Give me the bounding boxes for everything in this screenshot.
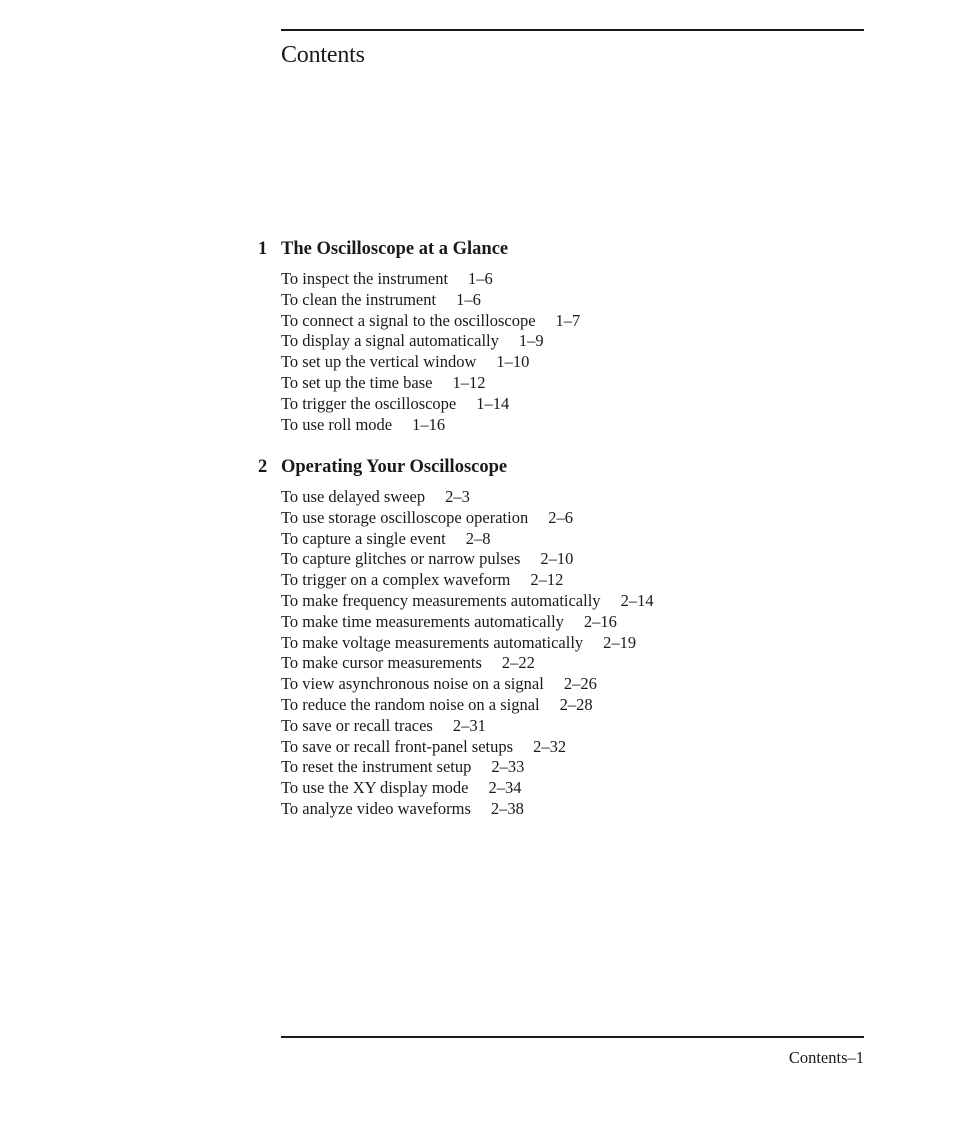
toc-entry-title: To use storage oscilloscope operation [281, 507, 529, 527]
toc-entry-title: To use roll mode [281, 414, 393, 434]
toc-entry[interactable] [281, 737, 878, 758]
toc-entry[interactable] [281, 311, 878, 332]
toc-entry-title: To trigger the oscilloscope [281, 393, 457, 413]
toc-entry[interactable] [281, 778, 878, 799]
toc-entry[interactable] [281, 373, 878, 394]
toc-entry[interactable] [281, 549, 878, 570]
section-title: The Oscilloscope at a Glance [281, 239, 509, 259]
toc-entry-title: To make cursor measurements [281, 653, 482, 673]
toc-entry-page: 2–32 [533, 736, 567, 756]
toc-entry[interactable] [281, 570, 878, 591]
toc-entry-title: To view asynchronous noise on a signal [281, 674, 544, 694]
toc-entry-title: To make frequency measurements automatically [281, 590, 601, 610]
toc-entry-title: To make voltage measurements automatically [281, 632, 584, 652]
toc-entry-page: 1–14 [476, 393, 510, 413]
toc-list [258, 269, 878, 435]
toc-entry-page: 2–31 [452, 715, 486, 735]
toc-entry-title: To analyze video waveforms [281, 798, 471, 818]
toc-section-2 [258, 455, 878, 820]
toc-entry[interactable] [281, 487, 878, 508]
toc-entry-title: To make time measurements automatically [281, 611, 564, 631]
toc-entry-title: To set up the vertical window [281, 352, 477, 372]
toc-entry[interactable] [281, 716, 878, 737]
toc-entry-title: To inspect the instrument [281, 269, 449, 288]
toc-entry-page: 1–9 [518, 331, 544, 351]
page-footer-label: Contents–1 [788, 1048, 864, 1067]
toc-entry-title: To connect a signal to the oscilloscope [281, 310, 536, 330]
toc-entry-title: To use delayed sweep [281, 487, 426, 506]
toc-entry[interactable] [281, 394, 878, 415]
toc-entry-title: To reduce the random noise on a signal [281, 694, 540, 714]
toc-entry-page: 1–16 [412, 414, 446, 434]
toc-entry-page: 2–16 [583, 611, 617, 631]
toc-entry-page: 2–19 [603, 632, 637, 652]
toc-entry-page: 1–6 [468, 269, 493, 288]
toc-entry[interactable] [281, 352, 878, 373]
toc-entry-page: 2–6 [548, 507, 573, 527]
toc-entry[interactable] [281, 331, 878, 352]
toc-entry-page: 2–8 [465, 528, 491, 548]
toc-entry-page: 1–6 [456, 289, 481, 309]
toc-entry[interactable] [281, 269, 878, 290]
toc-entry-page: 2–12 [530, 570, 564, 590]
toc-entry-title: To use the XY display mode [281, 778, 469, 798]
toc-entry[interactable] [281, 612, 878, 633]
toc-entry-page: 1–10 [496, 352, 530, 372]
toc-entry-title: To capture a single event [281, 528, 446, 548]
toc-entry[interactable] [281, 674, 878, 695]
top-rule [281, 29, 864, 31]
section-heading [258, 455, 878, 479]
toc-entry-title: To display a signal automatically [281, 331, 499, 351]
toc-entry-page: 2–28 [559, 694, 593, 714]
toc-entry-title: To trigger on a complex waveform [281, 570, 511, 590]
section-number: 1 [258, 239, 268, 259]
toc-list [258, 487, 878, 820]
toc-entry-page: 1–12 [452, 372, 486, 392]
section-number: 2 [258, 457, 268, 477]
toc-entry-title: To save or recall traces [281, 715, 433, 735]
bottom-rule [281, 1036, 864, 1038]
toc-entry[interactable] [281, 633, 878, 654]
toc-entry[interactable] [281, 799, 878, 820]
toc-entry[interactable] [281, 757, 878, 778]
toc-entry-title: To set up the time base [281, 372, 433, 392]
section-title: Operating Your Oscilloscope [281, 457, 508, 477]
toc-entry[interactable] [281, 508, 878, 529]
toc-entry-page: 2–33 [491, 757, 525, 777]
toc-entry[interactable] [281, 529, 878, 550]
toc-entry-page: 2–38 [490, 798, 524, 818]
toc-section-1 [258, 237, 878, 435]
toc-entry-page: 1–7 [555, 310, 581, 330]
toc-entry-page: 2–22 [501, 653, 535, 673]
toc-entry-title: To save or recall front-panel setups [281, 736, 514, 756]
toc-entry-page: 2–14 [620, 590, 654, 610]
toc-entry[interactable] [281, 653, 878, 674]
toc-entry-title: To reset the instrument setup [281, 757, 472, 777]
toc-entry-page: 2–10 [540, 549, 574, 569]
section-heading [258, 237, 878, 261]
toc-entry-page: 2–34 [488, 778, 522, 798]
toc-entry-title: To clean the instrument [281, 289, 437, 309]
toc-entry-title: To capture glitches or narrow pulses [281, 549, 521, 569]
toc-entry-page: 2–26 [563, 674, 597, 694]
toc-entry[interactable] [281, 695, 878, 716]
toc-entry[interactable] [281, 290, 878, 311]
page-title: Contents [281, 42, 365, 68]
toc-entry[interactable] [281, 415, 878, 436]
toc-entry-page: 2–3 [445, 487, 470, 506]
toc-entry[interactable] [281, 591, 878, 612]
